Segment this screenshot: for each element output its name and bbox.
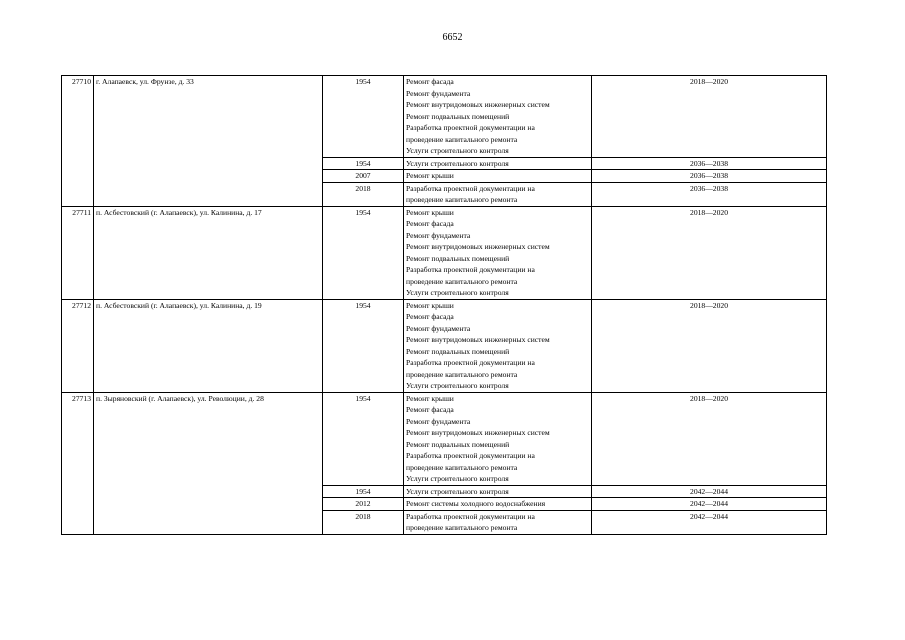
- work-types: [404, 510, 592, 534]
- work-types: [404, 157, 592, 170]
- work-item: Разработка проектной документации на: [406, 451, 535, 460]
- construction-year: 2012: [323, 498, 404, 511]
- work-item: Ремонт подвальных помещений: [406, 111, 510, 121]
- table-row: [62, 392, 827, 485]
- construction-year: 1954: [323, 206, 404, 299]
- construction-year: 2018: [323, 182, 404, 206]
- work-types: [404, 182, 592, 206]
- repair-period: 2036—2038: [592, 170, 827, 183]
- work-item: Услуги строительного контроля: [406, 486, 509, 496]
- building-number: 27712: [62, 299, 94, 392]
- work-item: Ремонт крыши: [406, 393, 454, 403]
- table-row: [62, 76, 827, 158]
- repair-period: 2036—2038: [592, 182, 827, 206]
- work-item: проведение капитального ремонта: [406, 195, 518, 204]
- work-item: Услуги строительного контроля: [406, 158, 509, 168]
- repair-schedule-table: [61, 75, 827, 535]
- repair-period: 2042—2044: [592, 498, 827, 511]
- work-item: Ремонт крыши: [406, 207, 454, 217]
- repair-period: 2042—2044: [592, 485, 827, 498]
- repair-period: 2042—2044: [592, 510, 827, 534]
- building-number: 27711: [62, 206, 94, 299]
- work-item: Ремонт системы холодного водоснабжения: [406, 499, 546, 508]
- work-item: Ремонт фундамента: [406, 323, 471, 333]
- work-types: [404, 392, 592, 485]
- table-row: [62, 206, 827, 299]
- construction-year: 1954: [323, 392, 404, 485]
- work-types: [404, 299, 592, 392]
- work-item: Разработка проектной документации на: [406, 265, 535, 274]
- work-item: Ремонт фасада: [406, 312, 454, 321]
- building-number: 27710: [62, 76, 94, 207]
- work-item: Услуги строительного контроля: [406, 288, 509, 297]
- construction-year: 1954: [323, 76, 404, 158]
- work-item: Ремонт фасада: [406, 405, 454, 414]
- table-body: [62, 76, 827, 535]
- work-item: Ремонт внутридомовых инженерных систем: [406, 335, 550, 344]
- work-item: Разработка проектной документации на: [406, 123, 535, 132]
- work-item: Разработка проектной документации на: [406, 511, 535, 521]
- building-address: г. Алапаевск, ул. Фрунзе, д. 33: [94, 76, 323, 207]
- work-types: [404, 206, 592, 299]
- work-item: проведение капитального ремонта: [406, 276, 518, 286]
- work-item: Ремонт фундамента: [406, 88, 471, 98]
- construction-year: 1954: [323, 157, 404, 170]
- work-item: Ремонт фундамента: [406, 416, 471, 426]
- building-number: 27713: [62, 392, 94, 534]
- work-item: Ремонт внутридомовых инженерных систем: [406, 100, 550, 109]
- work-item: проведение капитального ремонта: [406, 462, 518, 472]
- building-address: п. Зыряновский (г. Алапаевск), ул. Революции, д. 28: [94, 392, 323, 534]
- repair-period: 2018—2020: [592, 299, 827, 392]
- work-item: Ремонт фундамента: [406, 230, 471, 240]
- work-item: Ремонт подвальных помещений: [406, 439, 510, 449]
- construction-year: 2018: [323, 510, 404, 534]
- work-item: проведение капитального ремонта: [406, 523, 518, 532]
- work-item: проведение капитального ремонта: [406, 134, 518, 144]
- work-types: [404, 76, 592, 158]
- work-item: Разработка проектной документации на: [406, 183, 535, 193]
- work-item: Услуги строительного контроля: [406, 474, 509, 483]
- work-item: Ремонт крыши: [406, 300, 454, 310]
- repair-period: 2036—2038: [592, 157, 827, 170]
- construction-year: 1954: [323, 299, 404, 392]
- work-types: [404, 485, 592, 498]
- building-address: п. Асбестовский (г. Алапаевск), ул. Калинина, д. 19: [94, 299, 323, 392]
- page-number: 6652: [442, 32, 463, 43]
- repair-period: 2018—2020: [592, 392, 827, 485]
- work-types: [404, 498, 592, 511]
- work-item: Разработка проектной документации на: [406, 358, 535, 367]
- work-item: Ремонт подвальных помещений: [406, 346, 510, 356]
- construction-year: 1954: [323, 485, 404, 498]
- construction-year: 2007: [323, 170, 404, 183]
- work-item: Ремонт крыши: [406, 171, 454, 180]
- work-item: Ремонт фасада: [406, 77, 454, 86]
- work-types: [404, 170, 592, 183]
- table-row: [62, 299, 827, 392]
- work-item: Услуги строительного контроля: [406, 146, 509, 155]
- work-item: Ремонт подвальных помещений: [406, 253, 510, 263]
- work-item: Ремонт фасада: [406, 219, 454, 228]
- work-item: Ремонт внутридомовых инженерных систем: [406, 428, 550, 437]
- repair-period: 2018—2020: [592, 206, 827, 299]
- work-item: проведение капитального ремонта: [406, 369, 518, 379]
- building-address: п. Асбестовский (г. Алапаевск), ул. Калинина, д. 17: [94, 206, 323, 299]
- work-item: Ремонт внутридомовых инженерных систем: [406, 242, 550, 251]
- repair-period: 2018—2020: [592, 76, 827, 158]
- work-item: Услуги строительного контроля: [406, 381, 509, 390]
